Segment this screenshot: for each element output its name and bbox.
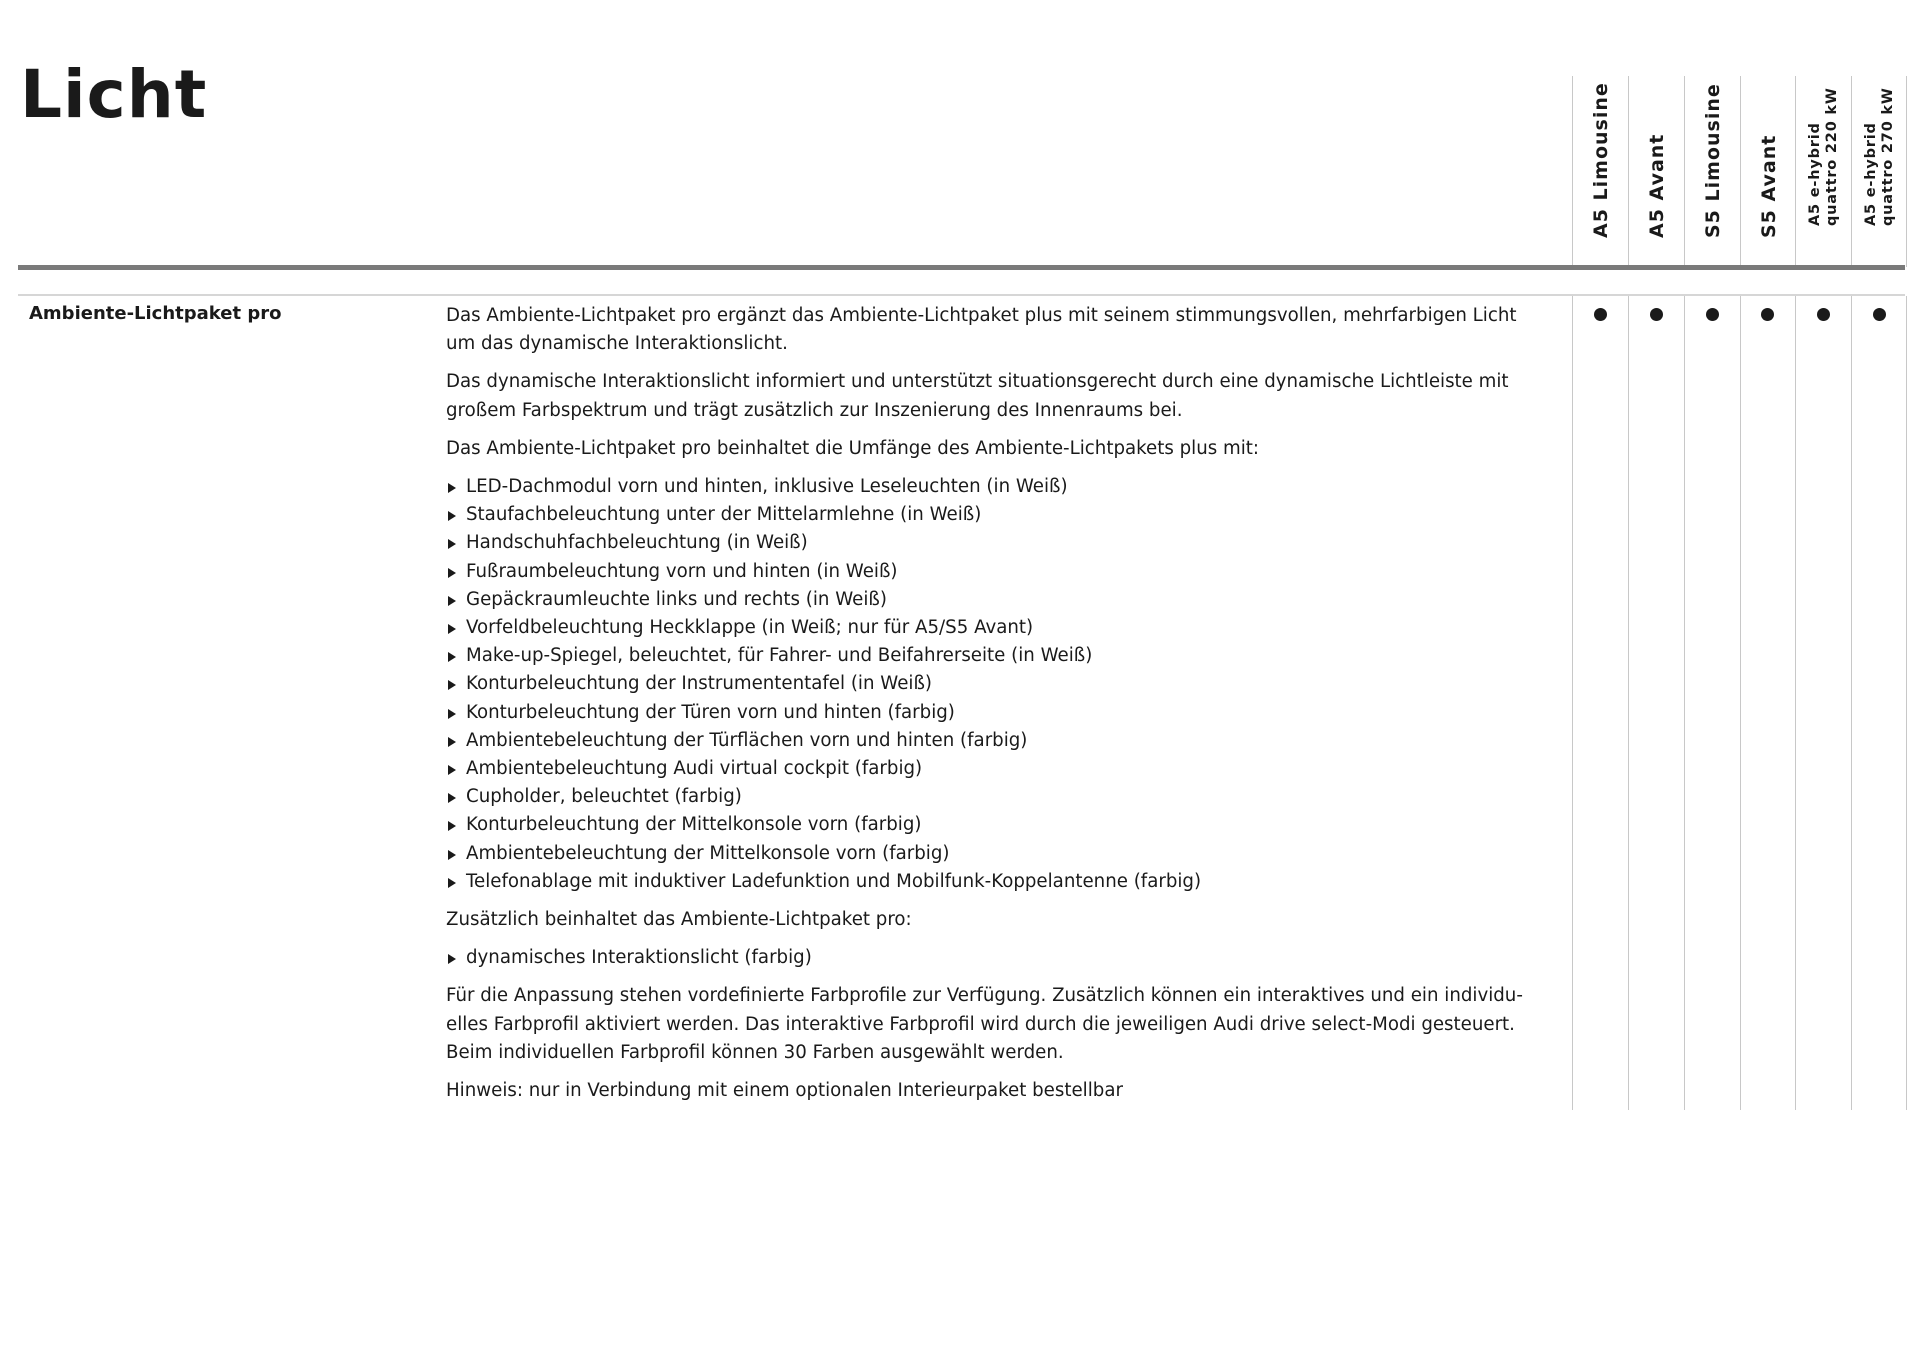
list-item: Telefonablage mit induktiver Ladefunktion und Mobilfunk-Koppelantenne (farbig) [446,868,1551,896]
bullet-arrow-icon [448,624,456,634]
description-paragraph: Das dynamische Interaktionslicht informiert und unterstützt situationsgerecht durch eine dynamische Lichtleiste mit großem Farbspektrum und trägt zusätzlich zur Inszenierung des Innenraums bei. [446,371,1509,421]
bullet-arrow-icon [448,737,456,747]
bullet-arrow-icon [448,568,456,578]
column-header-a5-avant [1629,82,1684,260]
column-header-label-line1: A5 e-hybrid [1862,122,1879,226]
list-item: Konturbeleuchtung der Mittelkonsole vorn (farbig) [446,811,1551,839]
bullet-arrow-icon [448,821,456,831]
outro-line: elles Farbprofil aktiviert werden. Das interaktive Farbprofil wird durch die jeweiligen Audi drive select-Modi gesteuert. [446,1013,1515,1035]
row-divider [1795,296,1796,1110]
list-item: Ambientebeleuchtung der Türflächen vorn und hinten (farbig) [446,727,1551,755]
row-divider [1628,296,1629,1110]
row-top-rule [18,294,1905,296]
extra-feature-list [446,944,1551,972]
column-header-s5-limousine [1685,82,1740,260]
row-divider [1906,296,1907,1110]
outro-line: Für die Anpassung stehen vordefinierte Farbprofile zur Verfügung. Zusätzlich können ein interaktives und ein individu- [446,985,1523,1007]
feature-description [446,302,1551,1115]
list-item: Gepäckraumleuchte links und rechts (in Weiß) [446,586,1551,614]
description-paragraph [446,982,1551,1067]
standard-equipment-dot [1594,308,1607,321]
description-paragraph: Zusätzlich beinhaltet das Ambiente-Lichtpaket pro: [446,909,912,931]
column-header-a5-e-hybrid-270 [1852,82,1907,260]
bullet-arrow-icon [448,954,456,964]
list-item: Cupholder, beleuchtet (farbig) [446,783,1551,811]
list-item: Konturbeleuchtung der Türen vorn und hinten (farbig) [446,699,1551,727]
page-title: Licht [20,56,208,133]
list-item: Fußraumbeleuchtung vorn und hinten (in Weiß) [446,558,1551,586]
column-header-label: S5 Avant [1757,134,1780,238]
bullet-arrow-icon [448,765,456,775]
row-divider [1740,296,1741,1110]
list-item: Konturbeleuchtung der Instrumententafel (in Weiß) [446,670,1551,698]
list-item: Staufachbeleuchtung unter der Mittelarmlehne (in Weiß) [446,501,1551,529]
row-divider [1851,296,1852,1110]
feature-list [446,473,1551,896]
list-item: Vorfeldbeleuchtung Heckklappe (in Weiß; nur für A5/S5 Avant) [446,614,1551,642]
column-header-label: A5 Limousine [1589,82,1612,238]
header-rule [18,265,1905,270]
standard-equipment-dot [1817,308,1830,321]
outro-line: Beim individuellen Farbprofil können 30 Farben ausgewählt werden. [446,1041,1064,1063]
column-header-a5-limousine [1573,82,1628,260]
column-header-label: S5 Limousine [1701,83,1724,238]
bullet-arrow-icon [448,511,456,521]
list-item: LED-Dachmodul vorn und hinten, inklusive Leseleuchten (in Weiß) [446,473,1551,501]
standard-equipment-dot [1706,308,1719,321]
bullet-arrow-icon [448,709,456,719]
row-divider [1684,296,1685,1110]
bullet-arrow-icon [448,652,456,662]
standard-equipment-dot [1873,308,1886,321]
column-header-label-line2: quattro 220 kW [1823,87,1840,226]
list-item: Make-up-Spiegel, beleuchtet, für Fahrer- und Beifahrerseite (in Weiß) [446,642,1551,670]
standard-equipment-dot [1761,308,1774,321]
bullet-arrow-icon [448,850,456,860]
list-item: dynamisches Interaktionslicht (farbig) [446,944,1551,972]
column-header-a5-e-hybrid-220 [1796,82,1851,260]
list-item: Ambientebeleuchtung der Mittelkonsole vorn (farbig) [446,840,1551,868]
list-item: Handschuhfachbeleuchtung (in Weiß) [446,529,1551,557]
bullet-arrow-icon [448,793,456,803]
bullet-arrow-icon [448,483,456,493]
list-item: Ambientebeleuchtung Audi virtual cockpit (farbig) [446,755,1551,783]
column-header-s5-avant [1741,82,1796,260]
bullet-arrow-icon [448,596,456,606]
bullet-arrow-icon [448,680,456,690]
feature-name: Ambiente-Lichtpaket pro [29,303,282,324]
bullet-arrow-icon [448,878,456,888]
description-note: Hinweis: nur in Verbindung mit einem optionalen Interieurpaket bestellbar [446,1080,1123,1102]
row-divider [1572,296,1573,1110]
description-paragraph: Das Ambiente-Lichtpaket pro beinhaltet die Umfänge des Ambiente-Lichtpakets plus mit: [446,437,1260,459]
column-header-label-line1: A5 e-hybrid [1806,122,1823,226]
column-header-label: A5 Avant [1645,133,1668,238]
description-paragraph: Das Ambiente-Lichtpaket pro ergänzt das Ambiente-Lichtpaket plus mit seinem stimmungsvollen, mehrfarbigen Licht um das dynamische Interaktionslicht. [446,305,1517,355]
bullet-arrow-icon [448,539,456,549]
column-header-label-line2: quattro 270 kW [1879,87,1896,226]
standard-equipment-dot [1650,308,1663,321]
